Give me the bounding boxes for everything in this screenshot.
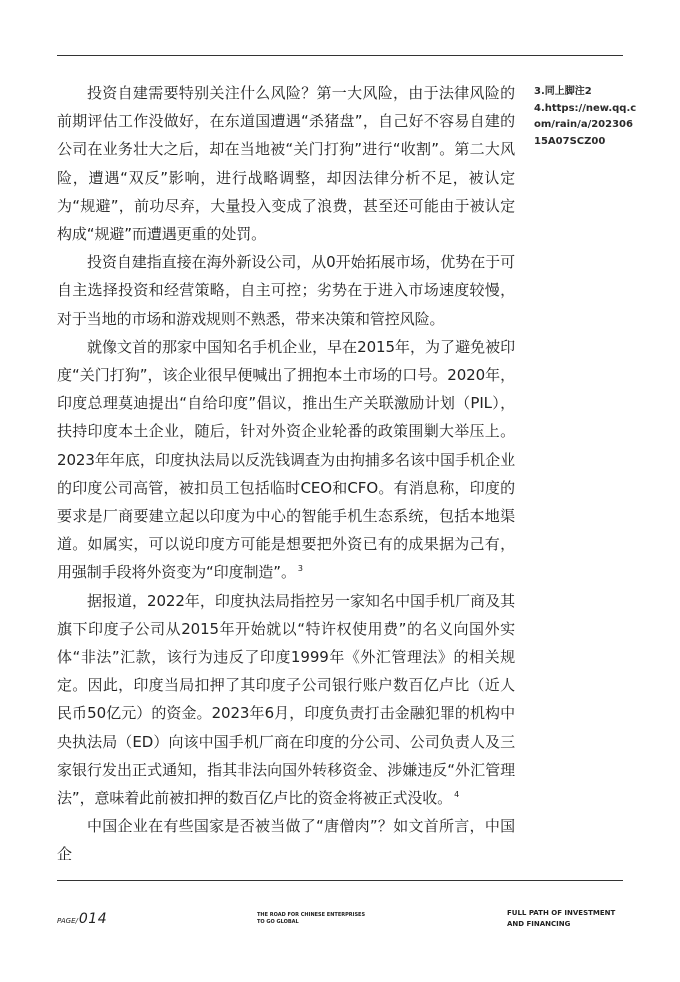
- footer-series-line: TO GO GLOBAL: [257, 919, 299, 925]
- paragraph-phone-case-1: [57, 333, 515, 587]
- paragraph-phone-case-2: [57, 587, 515, 813]
- footer-series-line: THE ROAD FOR CHINESE ENTERPRISES: [257, 912, 366, 918]
- footnote-mark: 4: [454, 790, 460, 800]
- paragraph-text: 投资自建指直接在海外新设公司，从0开始拓展市场，优势在于可自主选择投资和经营策略，自主可控；劣势在于进入市场速度较慢，对于当地的市场和游戏规则不熟悉，带来决策和管控风险。: [57, 253, 515, 328]
- footer-series-title: [257, 912, 365, 926]
- paragraph-continued: [57, 812, 515, 868]
- paragraph-text: 投资自建需要特别关注什么风险？第一大风险，由于法律风险的前期评估工作没做好，在东道国遭遇“杀猪盘”，自己好不容易自建的公司在业务壮大之后，却在当地被“关门打狗”进行“收割”。第二大风险，遭遇“双反”影响，进行战略调整，却因法律分析不足，被认定为“规避”，前功尽弃，大量投入变成了浪费，甚至还可能由于被认定构成“规避”而遭遇更重的处罚。: [57, 84, 515, 244]
- footer-section-title: [507, 908, 615, 929]
- footnote-line: 4.https://new.qq.c: [534, 102, 637, 114]
- footnote-line: 15A07SCZ00: [534, 135, 606, 147]
- page-label: PAGE/: [57, 917, 78, 925]
- footnote-mark: 3: [297, 564, 303, 574]
- footer-section-line: AND FINANCING: [507, 919, 571, 928]
- paragraph-text: 据报道，2022年，印度执法局指控另一家知名中国手机厂商及其旗下印度子公司从2015年开始就以“特许权使用费”的名义向国外实体“非法”汇款，该行为违反了印度1999年《外汇管理法》的相关规定。因此，印度当局扣押了其印度子公司银行账户数百亿卢比（近人民币50亿元）的资金。2023年6月，印度负责打击金融犯罪的机构中央执法局（ED）向该中国手机厂商在印度的分公司、公司负责人及三家银行发出正式通知，指其非法向国外转移资金、涉嫌违反“外汇管理法”，意味着此前被扣押的数百亿卢比的资金将被正式没收。: [57, 591, 515, 808]
- footnotes-sidebar: [534, 84, 637, 150]
- footnote-line: 3.同上脚注2: [534, 86, 592, 97]
- paragraph-definition: [57, 248, 515, 333]
- page-number-value: 014: [78, 911, 108, 927]
- bottom-divider: [57, 880, 623, 881]
- page-number: [57, 911, 107, 927]
- article-body: [57, 79, 515, 869]
- paragraph-text: 就像文首的那家中国知名手机企业，早在2015年，为了避免被印度“关门打狗”，该企业很早便喊出了拥抱本土市场的口号。2020年，印度总理莫迪提出“自给印度”倡议，推出生产关联激励计划（PIL），扶持印度本土企业，随后，针对外资企业轮番的政策围剿大举压上。2023年年底，印度执法局以反洗钱调查为由拘捕多名该中国手机企业的印度公司高管，被扣员工包括临时CEO和CFO。有消息称，印度的要求是厂商要建立起以印度为中心的智能手机生态系统，包括本地渠道。如属实，可以说印度方可能是想要把外资已有的成果据为己有，用强制手段将外资变为“印度制造”。: [57, 337, 515, 582]
- footnote-line: om/rain/a/202306: [534, 119, 633, 130]
- paragraph-risks: [57, 79, 515, 248]
- paragraph-text: 中国企业在有些国家是否被当做了“唐僧肉”？如文首所言，中国企: [57, 817, 515, 864]
- footer-section-line: FULL PATH OF INVESTMENT: [507, 909, 616, 917]
- top-divider: [57, 55, 623, 56]
